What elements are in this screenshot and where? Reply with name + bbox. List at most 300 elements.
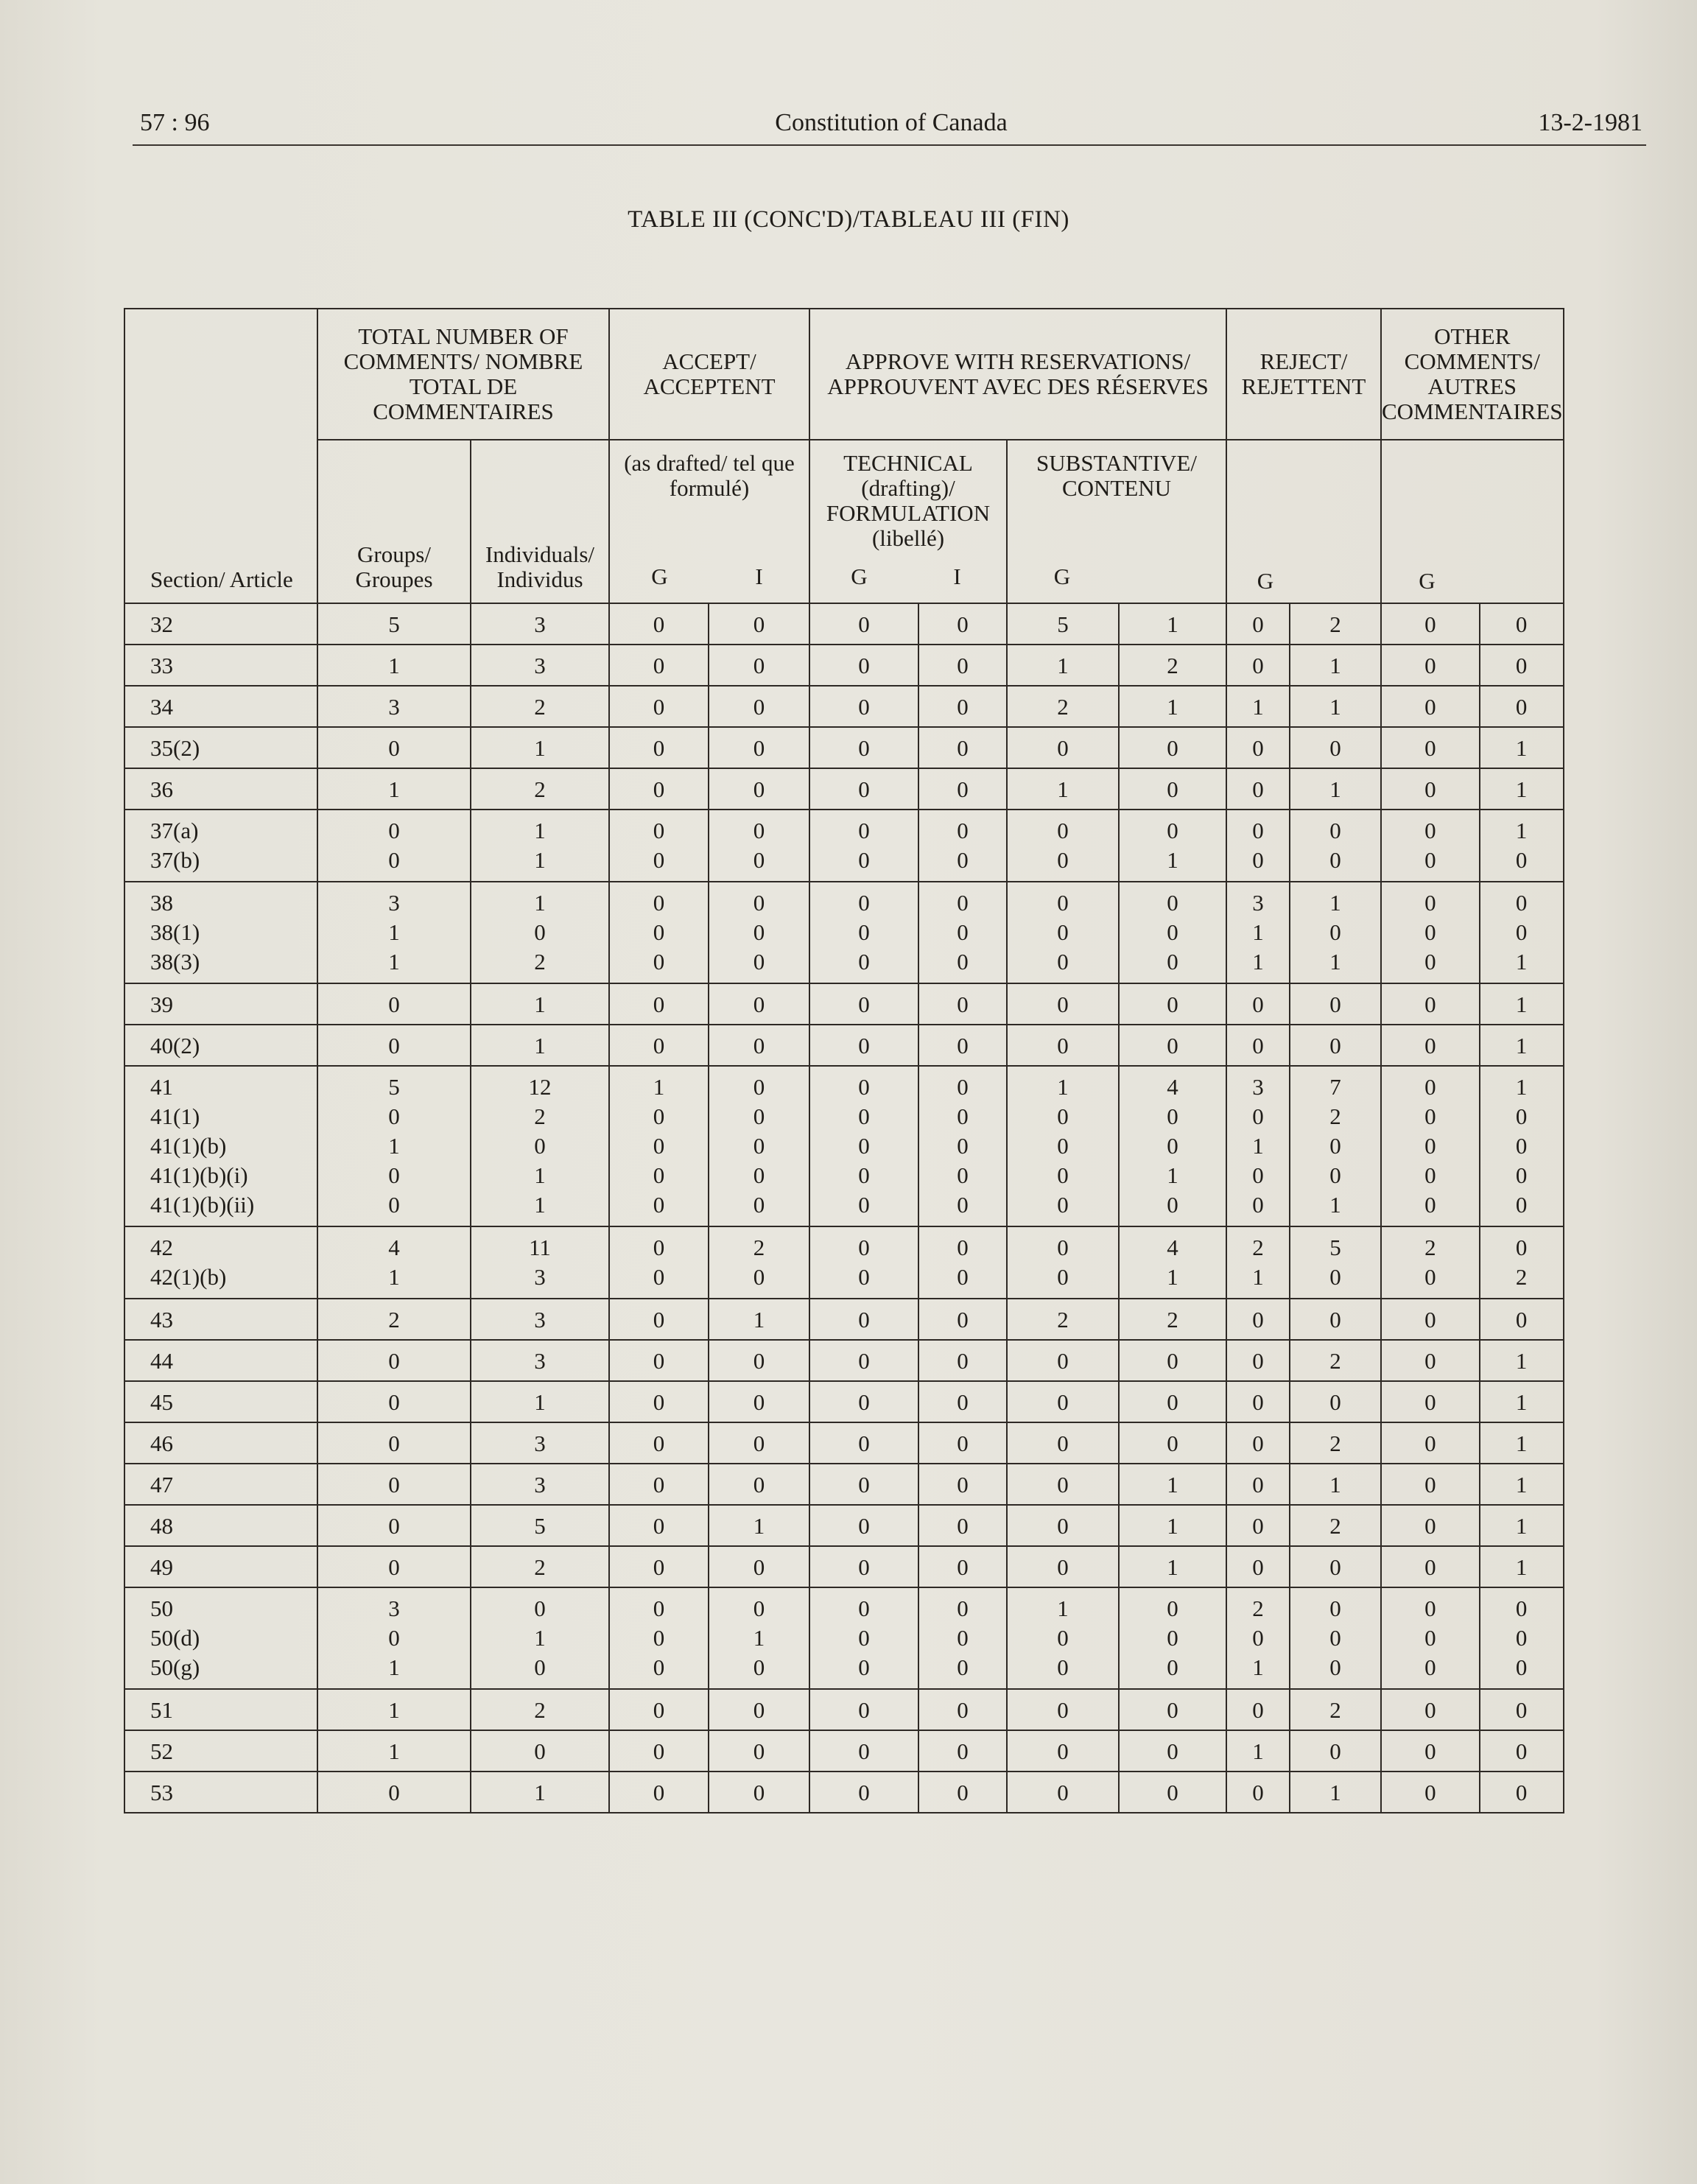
substantive-i-cell: [1119, 686, 1226, 727]
substantive-i-cell: [1119, 645, 1226, 686]
cell-value: 0: [388, 1430, 400, 1456]
substantive-i-cell: [1119, 768, 1226, 810]
substantive-i-cell: [1119, 1226, 1226, 1299]
cell-value: 1: [1329, 653, 1341, 678]
technical-g-cell: [809, 1422, 918, 1464]
table-row: [124, 768, 1564, 810]
cell-value: 0: [1167, 1697, 1178, 1723]
cell-value: 0: [858, 949, 870, 975]
cell-value: 0: [957, 1074, 969, 1100]
cell-value: 0: [534, 1654, 546, 1680]
cell-value: 0: [653, 776, 665, 802]
cell-value: 0: [653, 1235, 665, 1260]
cell-value: 3: [388, 1595, 400, 1621]
accept-g-cell: [609, 1381, 709, 1422]
cell-value: 0: [1515, 611, 1528, 637]
cell-value: 2: [534, 949, 546, 975]
cell-value: 39: [150, 991, 173, 1017]
cell-value: 0: [858, 694, 870, 720]
cell-value: 0: [1252, 1307, 1264, 1332]
substantive-i-cell: [1119, 1730, 1226, 1772]
individuals-cell: [471, 1689, 609, 1730]
cell-value: 0: [957, 1103, 969, 1129]
accept-i-cell: [709, 1505, 809, 1546]
cell-value: 0: [1424, 653, 1436, 678]
technical-g-cell: [809, 1025, 918, 1066]
cell-value: 0: [753, 694, 765, 720]
cell-value: 0: [1424, 1103, 1436, 1129]
cell-value: 0: [858, 1430, 870, 1456]
cell-value: 1: [534, 847, 546, 873]
other-i-cell: [1480, 1546, 1564, 1587]
substantive-g-cell: [1007, 727, 1119, 768]
cell-value: 0: [1424, 735, 1436, 761]
approve-with-reservations-header: APPROVE WITH RESERVATIONS/ APPROUVENT AVEC DES RÉSERVES: [809, 309, 1226, 440]
cell-value: 1: [1329, 1472, 1341, 1497]
cell-value: 0: [957, 1264, 969, 1290]
header-row-sub: [124, 440, 1564, 603]
individuals-cell: [471, 1066, 609, 1226]
cell-value: 0: [957, 1348, 969, 1374]
table-row: [124, 1299, 1564, 1340]
cell-value: 46: [150, 1430, 173, 1456]
technical-g-cell: [809, 983, 918, 1025]
cell-value: 36: [150, 776, 173, 802]
other-i-cell: [1480, 983, 1564, 1025]
technical-i-cell: [918, 1025, 1007, 1066]
section-cell: [124, 1422, 317, 1464]
cell-value: 0: [753, 1264, 765, 1290]
cell-value: 2: [1329, 1513, 1341, 1539]
technical-i-cell: [918, 882, 1007, 983]
accept-g-cell: [609, 882, 709, 983]
cell-value: 37(b): [150, 847, 200, 873]
cell-value: 2: [388, 1307, 400, 1332]
reject-i-cell: [1290, 1546, 1381, 1587]
cell-value: 0: [388, 1780, 400, 1805]
reject-i-cell: [1290, 810, 1381, 882]
accept-i-cell: [709, 882, 809, 983]
cell-value: 52: [150, 1738, 173, 1764]
cell-value: 0: [653, 1780, 665, 1805]
cell-value: 0: [1167, 1654, 1178, 1680]
other-comments-header: OTHER COMMENTS/ AUTRES COMMENTAIRES: [1381, 309, 1564, 440]
substantive-g-cell: [1007, 645, 1119, 686]
cell-value: 0: [1424, 1389, 1436, 1415]
table-row: [124, 1689, 1564, 1730]
reject-g-cell: [1226, 603, 1290, 645]
groups-cell: [317, 1025, 471, 1066]
technical-i-cell: [918, 768, 1007, 810]
cell-value: 53: [150, 1780, 173, 1805]
cell-value: 0: [753, 1595, 765, 1621]
reject-i-cell: [1290, 727, 1381, 768]
cell-value: 1: [1515, 1430, 1528, 1456]
cell-value: 0: [1515, 1654, 1528, 1680]
accept-i-cell: [709, 810, 809, 882]
cell-value: 0: [1424, 1348, 1436, 1374]
cell-value: 41(1)(b): [150, 1133, 227, 1159]
groups-header: Groups/ Groupes: [317, 440, 471, 603]
cell-value: 0: [957, 1192, 969, 1218]
groups-cell: [317, 768, 471, 810]
individuals-cell: [471, 1587, 609, 1689]
cell-value: 0: [858, 991, 870, 1017]
technical-g-cell: [809, 1340, 918, 1381]
cell-value: 5: [534, 1513, 546, 1539]
substantive-i-cell: [1119, 1546, 1226, 1587]
cell-value: 0: [388, 847, 400, 873]
groups-cell: [317, 1587, 471, 1689]
cell-value: 0: [957, 1472, 969, 1497]
cell-value: 0: [858, 1697, 870, 1723]
technical-g-cell: [809, 1381, 918, 1422]
reject-i-cell: [1290, 1689, 1381, 1730]
technical-g-cell: [809, 1546, 918, 1587]
cell-value: 0: [858, 818, 870, 843]
cell-value: 0: [1252, 735, 1264, 761]
section-cell: [124, 1689, 317, 1730]
cell-value: 0: [753, 1348, 765, 1374]
reject-g-cell: [1226, 1464, 1290, 1505]
cell-value: 7: [1329, 1074, 1341, 1100]
cell-value: 1: [1515, 1513, 1528, 1539]
cell-value: 0: [957, 1595, 969, 1621]
other-g-cell: [1381, 1689, 1480, 1730]
other-i-cell: [1480, 1381, 1564, 1422]
cell-value: 0: [858, 1780, 870, 1805]
cell-value: 0: [753, 1654, 765, 1680]
cell-value: 0: [388, 1192, 400, 1218]
cell-value: 0: [1167, 1780, 1178, 1805]
cell-value: 0: [1424, 1554, 1436, 1580]
cell-value: 0: [1515, 1133, 1528, 1159]
cell-value: 0: [1424, 1192, 1436, 1218]
substantive-g-cell: [1007, 768, 1119, 810]
reject-g-cell: [1226, 686, 1290, 727]
individuals-cell: [471, 1299, 609, 1340]
cell-value: 0: [1057, 919, 1069, 945]
cell-value: 42(1)(b): [150, 1264, 227, 1290]
reject-g-label: G: [1257, 567, 1274, 594]
cell-value: 1: [1167, 1513, 1178, 1539]
cell-value: 0: [1252, 1554, 1264, 1580]
reject-g-cell: [1226, 810, 1290, 882]
cell-value: 49: [150, 1554, 173, 1580]
technical-i-cell: [918, 1689, 1007, 1730]
cell-value: 0: [753, 1162, 765, 1188]
cell-value: 0: [388, 991, 400, 1017]
reject-g-cell: [1226, 983, 1290, 1025]
cell-value: 0: [1515, 847, 1528, 873]
cell-value: 0: [1057, 991, 1069, 1017]
table-row: [124, 1546, 1564, 1587]
cell-value: 0: [1252, 818, 1264, 843]
cell-value: 0: [1424, 1264, 1436, 1290]
cell-value: 1: [388, 1654, 400, 1680]
technical-i-cell: [918, 1772, 1007, 1813]
technical-i-cell: [918, 1587, 1007, 1689]
other-g-cell: [1381, 1340, 1480, 1381]
technical-g-cell: [809, 727, 918, 768]
cell-value: 0: [753, 611, 765, 637]
cell-value: 0: [1424, 1472, 1436, 1497]
technical-g-cell: [809, 810, 918, 882]
technical-i-cell: [918, 1422, 1007, 1464]
cell-value: 2: [1515, 1264, 1528, 1290]
other-i-cell: [1480, 1299, 1564, 1340]
cell-value: 0: [653, 1595, 665, 1621]
reject-i-cell: [1290, 882, 1381, 983]
groups-cell: [317, 1546, 471, 1587]
cell-value: 0: [388, 1033, 400, 1058]
cell-value: 0: [1167, 1033, 1178, 1058]
section-cell: [124, 1066, 317, 1226]
reject-i-cell: [1290, 1587, 1381, 1689]
substantive-i-cell: [1119, 1464, 1226, 1505]
other-i-cell: [1480, 1587, 1564, 1689]
groups-cell: [317, 1772, 471, 1813]
cell-value: 50(d): [150, 1625, 200, 1651]
cell-value: 0: [1057, 1554, 1069, 1580]
cell-value: 1: [753, 1307, 765, 1332]
other-i-cell: [1480, 727, 1564, 768]
cell-value: 1: [534, 1192, 546, 1218]
section-cell: [124, 1340, 317, 1381]
table-row: [124, 1772, 1564, 1813]
section-cell: [124, 603, 317, 645]
cell-value: 0: [1167, 1133, 1178, 1159]
cell-value: 0: [1424, 847, 1436, 873]
table-row: [124, 1587, 1564, 1689]
cell-value: 0: [1057, 735, 1069, 761]
other-g-cell: [1381, 603, 1480, 645]
section-cell: [124, 1299, 317, 1340]
cell-value: 37(a): [150, 818, 199, 843]
cell-value: 0: [1252, 776, 1264, 802]
cell-value: 0: [858, 1033, 870, 1058]
other-i-cell: [1480, 1422, 1564, 1464]
cell-value: 1: [1167, 1264, 1178, 1290]
substantive-i-cell: [1119, 983, 1226, 1025]
substantive-i-cell: [1119, 1025, 1226, 1066]
technical-g-cell: [809, 645, 918, 686]
technical-i-cell: [918, 727, 1007, 768]
cell-value: 0: [1057, 1389, 1069, 1415]
table-row: [124, 645, 1564, 686]
other-g-cell: [1381, 1505, 1480, 1546]
technical-i-cell: [918, 1066, 1007, 1226]
cell-value: 0: [1424, 818, 1436, 843]
cell-value: 1: [1252, 1264, 1264, 1290]
cell-value: 0: [1424, 776, 1436, 802]
cell-value: 0: [1057, 1235, 1069, 1260]
groups-cell: [317, 983, 471, 1025]
groups-cell: [317, 686, 471, 727]
other-g-cell: [1381, 1464, 1480, 1505]
cell-value: 0: [653, 1264, 665, 1290]
cell-value: 0: [753, 949, 765, 975]
section-cell: [124, 645, 317, 686]
cell-value: 0: [858, 1235, 870, 1260]
cell-value: 0: [1329, 1162, 1341, 1188]
accept-i-cell: [709, 1381, 809, 1422]
cell-value: 0: [957, 1033, 969, 1058]
cell-value: 40(2): [150, 1033, 200, 1058]
groups-cell: [317, 1381, 471, 1422]
cell-value: 0: [753, 1133, 765, 1159]
cell-value: 43: [150, 1307, 173, 1332]
reject-g-cell: [1226, 645, 1290, 686]
section-cell: [124, 1464, 317, 1505]
cell-value: 0: [957, 1625, 969, 1651]
accept-g-label: G: [651, 563, 668, 589]
cell-value: 2: [1167, 1307, 1178, 1332]
cell-value: 44: [150, 1348, 173, 1374]
cell-value: 0: [957, 1654, 969, 1680]
cell-value: 1: [388, 919, 400, 945]
section-cell: [124, 1505, 317, 1546]
other-g-cell: [1381, 1381, 1480, 1422]
header-divider: [133, 144, 1646, 146]
reject-g-cell: [1226, 1546, 1290, 1587]
substantive-i-cell: [1119, 1340, 1226, 1381]
cell-value: 0: [1424, 1033, 1436, 1058]
cell-value: 41(1)(b)(ii): [150, 1192, 255, 1218]
cell-value: 42: [150, 1235, 173, 1260]
cell-value: 0: [653, 1307, 665, 1332]
reject-g-cell: [1226, 882, 1290, 983]
substantive-g-cell: [1007, 1587, 1119, 1689]
cell-value: 0: [1167, 919, 1178, 945]
technical-g-label: G: [851, 563, 868, 589]
cell-value: 1: [388, 1738, 400, 1764]
substantive-g-cell: [1007, 1546, 1119, 1587]
other-i-cell: [1480, 768, 1564, 810]
cell-value: 45: [150, 1389, 173, 1415]
groups-cell: [317, 1299, 471, 1340]
cell-value: 1: [753, 1625, 765, 1651]
other-g-cell: [1381, 810, 1480, 882]
other-g-cell: [1381, 1299, 1480, 1340]
cell-value: 0: [1424, 1738, 1436, 1764]
cell-value: 0: [858, 919, 870, 945]
other-g-cell: [1381, 727, 1480, 768]
accept-i-cell: [709, 1546, 809, 1587]
cell-value: 0: [1329, 1133, 1341, 1159]
section-cell: [124, 1772, 317, 1813]
cell-value: 3: [1252, 890, 1264, 916]
substantive-g-cell: [1007, 1730, 1119, 1772]
section-column-header: Section/ Article: [124, 309, 317, 603]
accept-g-cell: [609, 1422, 709, 1464]
cell-value: 1: [1515, 1074, 1528, 1100]
substantive-label: SUBSTANTIVE/ CONTENU: [1036, 450, 1197, 502]
cell-value: 0: [858, 1133, 870, 1159]
cell-value: 3: [534, 1307, 546, 1332]
cell-value: 0: [753, 1430, 765, 1456]
technical-i-cell: [918, 1340, 1007, 1381]
technical-i-cell: [918, 686, 1007, 727]
groups-cell: [317, 810, 471, 882]
cell-value: 0: [753, 1472, 765, 1497]
cell-value: 1: [1167, 694, 1178, 720]
header-row-main: [124, 309, 1564, 440]
groups-cell: [317, 1422, 471, 1464]
cell-value: 0: [653, 735, 665, 761]
table-row: [124, 1066, 1564, 1226]
cell-value: 0: [1515, 1307, 1528, 1332]
cell-value: 0: [1252, 991, 1264, 1017]
cell-value: 1: [1515, 735, 1528, 761]
cell-value: 0: [1424, 694, 1436, 720]
substantive-g-cell: [1007, 1772, 1119, 1813]
cell-value: 0: [1057, 1780, 1069, 1805]
individuals-cell: [471, 1025, 609, 1066]
cell-value: 2: [1057, 694, 1069, 720]
individuals-cell: [471, 1381, 609, 1422]
substantive-i-cell: [1119, 1587, 1226, 1689]
cell-value: 38: [150, 890, 173, 916]
cell-value: 0: [653, 1554, 665, 1580]
cell-value: 0: [653, 890, 665, 916]
cell-value: 0: [858, 1472, 870, 1497]
cell-value: 1: [1252, 919, 1264, 945]
groups-cell: [317, 1226, 471, 1299]
other-i-cell: [1480, 1340, 1564, 1381]
cell-value: 0: [1167, 949, 1178, 975]
cell-value: 0: [653, 694, 665, 720]
other-g-cell: [1381, 686, 1480, 727]
other-i-cell: [1480, 1464, 1564, 1505]
individuals-cell: [471, 603, 609, 645]
cell-value: 1: [1515, 1389, 1528, 1415]
cell-value: 0: [1252, 611, 1264, 637]
individuals-cell: [471, 1422, 609, 1464]
section-cell: [124, 1226, 317, 1299]
cell-value: 0: [1515, 653, 1528, 678]
reject-i-cell: [1290, 1299, 1381, 1340]
cell-value: 2: [1329, 1430, 1341, 1456]
cell-value: 1: [653, 1074, 665, 1100]
other-g-cell: [1381, 1226, 1480, 1299]
cell-value: 1: [534, 1625, 546, 1651]
accept-g-cell: [609, 645, 709, 686]
section-cell: [124, 1730, 317, 1772]
section-cell: [124, 768, 317, 810]
cell-value: 0: [1252, 1033, 1264, 1058]
accept-i-cell: [709, 1340, 809, 1381]
cell-value: 1: [534, 890, 546, 916]
reject-i-cell: [1290, 1505, 1381, 1546]
cell-value: 2: [1252, 1235, 1264, 1260]
accept-g-cell: [609, 1226, 709, 1299]
cell-value: 0: [1167, 1625, 1178, 1651]
other-g-cell: [1381, 1066, 1480, 1226]
substantive-g-cell: [1007, 810, 1119, 882]
table-row: [124, 1422, 1564, 1464]
reject-i-cell: [1290, 686, 1381, 727]
cell-value: 1: [1329, 776, 1341, 802]
cell-value: 0: [957, 653, 969, 678]
cell-value: 0: [1057, 1103, 1069, 1129]
accept-g-cell: [609, 1066, 709, 1226]
cell-value: 0: [1167, 1103, 1178, 1129]
table-row: [124, 810, 1564, 882]
cell-value: 5: [1057, 611, 1069, 637]
technical-g-cell: [809, 686, 918, 727]
cell-value: 4: [1167, 1235, 1178, 1260]
